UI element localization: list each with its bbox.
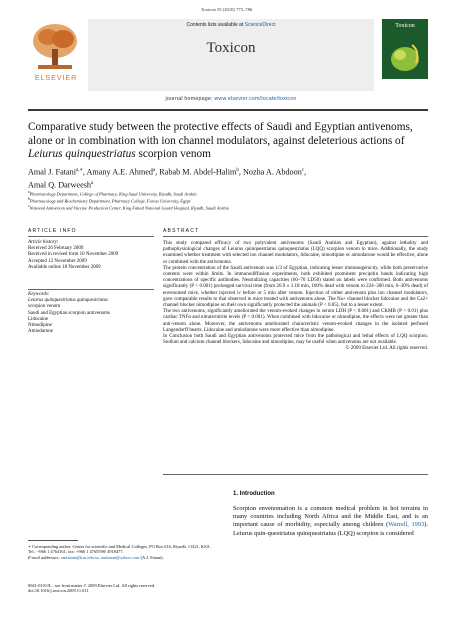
email-link[interactable]: amfatani@yahoo.com bbox=[100, 554, 140, 560]
journal-homepage-line bbox=[88, 96, 374, 102]
reference-link[interactable]: Warrell, 1993 bbox=[388, 521, 425, 529]
author-affil: c bbox=[301, 168, 305, 173]
author-name: Amal J. Fatani bbox=[28, 167, 76, 177]
article-history bbox=[28, 240, 154, 271]
elsevier-tree-logo bbox=[28, 19, 82, 77]
publisher-name: ELSEVIER bbox=[34, 73, 78, 82]
author-name: Amal Q. Darweesh bbox=[28, 180, 91, 190]
author-affil: a bbox=[90, 181, 94, 187]
article-info-divider bbox=[28, 236, 154, 237]
author-affil: a,∗ bbox=[75, 168, 83, 173]
journal-citation: Toxicon 55 (2010) 773–786 bbox=[200, 7, 253, 12]
history-item: Received in revised form 10 November 2009 bbox=[28, 252, 119, 258]
email-separator: , bbox=[98, 554, 101, 560]
history-label: Article history: bbox=[28, 240, 59, 245]
keyword-item: Lidocaine bbox=[28, 316, 48, 322]
journal-title: Toxicon bbox=[206, 40, 256, 56]
homepage-link[interactable]: www.elsevier.com/locate/toxicon bbox=[214, 96, 297, 102]
author-affil: b bbox=[236, 168, 239, 173]
corresponding-author-footnote bbox=[28, 544, 218, 560]
abstract-divider bbox=[163, 236, 428, 237]
author-list: Amal J. Fatani$^{a,∗}$, Amany A.E. Ahmed$^a$, Rabab M. Abdel-Halim$^b$, Nozha A. Abdoon$^c$, Amal Q. Darweesh$^a$ bbox=[28, 167, 307, 190]
abstract-paragraph: The protein concentration of the Saudi antivenom was 1/3 of Egyptian, indicating lesser immunogenicity, while both preservative contents were within limits. In immunodiffusion experiments, both exhibited prominent precipitin bands indicating high concentrations of specific antibodies. Neutralizing capacities (60–70 LD50) stated on labels were confirmed. Both antivenoms significantly (P < 0.001) prolonged survival time (from 26.9 ± 1.18 min, 100% dead with venom to 224–300 min, 0–30% dead) of envenomed mice, whether injected iv before or 5 min after venom. Injection of either antivenom plus ion channel modulators, gave comparable results to that observed in mice treated with antivenoms alone. The Na+ channel blocker lidocaine and the Ca2+ channel blocker nimodipine on their own significantly protected the animals (P < 0.05), but to a lesser extent. bbox=[163, 264, 428, 309]
keywords bbox=[28, 292, 154, 335]
abstract-heading: ABSTRACT bbox=[163, 228, 200, 234]
article-title bbox=[28, 121, 428, 162]
keyword-item: Saudi and Egyptian scorpion antivenoms bbox=[28, 310, 110, 316]
keyword-item: scorpion venom bbox=[28, 304, 61, 310]
keywords-label: Keywords: bbox=[28, 292, 50, 297]
contents-prefix: Contents lists available at bbox=[186, 22, 245, 28]
issn-line: 0041-0101/$ – see front matter © 2009 Elsevier Ltd. All rights reserved. bbox=[28, 583, 156, 588]
footnote-divider bbox=[28, 540, 78, 541]
introduction-body bbox=[233, 505, 428, 538]
page-footer bbox=[28, 583, 218, 594]
copyright-notice: © 2009 Elsevier Ltd. All rights reserved. bbox=[345, 345, 428, 352]
corresponding-author-text: ∗ Corresponding author. Center for scientific and Medical Colleges, PO Box 616, Riyadh, 11421, KSA. Tel.: +966 1 4764161; fax: +966 1 4765598/ 4918477. bbox=[28, 544, 211, 555]
email-label: E-mail addresses: bbox=[28, 554, 61, 560]
title-text-1: Comparative study between the protective effects of Saudi and Egyptian antivenoms, alone or in combination with ion channel modulators, against deleterious actions of bbox=[28, 121, 413, 147]
email-link[interactable]: amfatani@ksu.edu.sa bbox=[60, 554, 99, 560]
email-line bbox=[28, 555, 218, 560]
journal-cover-image bbox=[382, 19, 428, 79]
intro-text-2: ). Leiurus quin-questriatus quinquestriatus (LQQ) scorpion is considered bbox=[233, 521, 428, 537]
article-info-heading: ARTICLE INFO bbox=[28, 228, 77, 234]
title-text-2: scorpion venom bbox=[135, 148, 211, 161]
affiliation-text: Pharmacology Department, College of Pharmacy, King Saud University, Riyadh, Saudi Arabia bbox=[29, 191, 197, 197]
keyword-item: Leiurus quinquestriatus quinquestriatus bbox=[28, 298, 109, 304]
history-item: Accepted 12 November 2009 bbox=[28, 258, 87, 264]
history-item: Received 26 February 2009 bbox=[28, 246, 84, 252]
affiliation-text: National Antivenom and Vaccine Production Center, King Fahad National Guard Hospital, Riyadh, Saudi Arabia bbox=[29, 205, 229, 211]
email-suffix: (A.J. Fatani). bbox=[139, 554, 164, 560]
abstract-paragraph: This study compared efficacy of two polyvalent antivenoms (Saudi Arabian and Egyptian), against lethality and pathophysiological changes of Leiurus quinquestriatus quinquestriatus (LQQ) scorpion venom in mice. Additionally, the study examined whether treatment with selected ion channel modulators, lidocaine, nimodipine or amiodarone would be effective, alone or combined with the antivenoms. bbox=[163, 240, 428, 265]
abstract-paragraph: The two antivenoms, significantly ameliorated the venom-evoked changes in serum LDH (P < 0.001) and CKMB (P < 0.01) plus cardiac TNFα and nitrate/nitrite levels (P < 0.001). When combined with lidocaine or nimodipine, the effects were not greater than anti-venom alone. Moreover, the antivenoms ameliorated characteristic venom-evoked changes in the isolated perfused Langendorff hearts. Lidocaine and amiodarone were more effective than nimodipine. bbox=[163, 308, 428, 333]
affiliation-item bbox=[28, 197, 428, 204]
keyword-item: Amiodarone bbox=[28, 329, 53, 335]
cover-title: Toxicon bbox=[395, 23, 415, 29]
history-item: Available online 18 November 2009 bbox=[28, 264, 101, 270]
abstract-paragraph: In Conclusion both Saudi and Egyptian antivenoms protected mice from the pathological and lethal effects of LQQ scorpion. Sodium and calcium channel blockers, lidocaine and nimodipine, may be useful when antivenoms are not available. bbox=[163, 333, 428, 346]
homepage-prefix: journal homepage: bbox=[165, 96, 215, 102]
author-name: Rabab M. Abdel-Halim bbox=[159, 167, 237, 177]
keywords-divider bbox=[28, 289, 154, 290]
sciencedirect-link[interactable]: ScienceDirect bbox=[244, 22, 276, 28]
introduction-heading: 1. Introduction bbox=[233, 491, 275, 497]
affiliation-item bbox=[28, 204, 428, 211]
cover-artwork-icon bbox=[382, 33, 428, 79]
affiliations bbox=[28, 190, 428, 211]
author-name: Nozha A. Abdoon bbox=[242, 167, 302, 177]
affiliation-mark: b bbox=[28, 196, 30, 201]
affiliation-mark: c bbox=[28, 203, 30, 208]
author-affil: a bbox=[152, 168, 156, 173]
affiliation-text: Pharmacology and Biochemistry Department, Pharmacy College, Faross University, Egypt bbox=[29, 198, 191, 204]
abstract-end-divider bbox=[163, 474, 428, 475]
keyword-item: Nimodipine bbox=[28, 323, 52, 329]
contents-line bbox=[88, 22, 374, 28]
author-name: Amany A.E. Ahmed bbox=[86, 167, 153, 177]
affiliation-item bbox=[28, 190, 428, 197]
title-species: Leiurus quinquestriatus bbox=[28, 148, 136, 161]
affiliation-mark: a bbox=[28, 190, 30, 194]
header-divider bbox=[28, 109, 428, 111]
doi-line[interactable]: doi:10.1016/j.toxicon.2009.11.011 bbox=[28, 588, 89, 594]
intro-text-1: Scorpion envenomation is a common medical problem in hot terrains in many countries including North Africa and the Middle East, and is an important cause of morbidity, especially among children ( bbox=[233, 505, 428, 529]
abstract-body bbox=[163, 240, 428, 352]
